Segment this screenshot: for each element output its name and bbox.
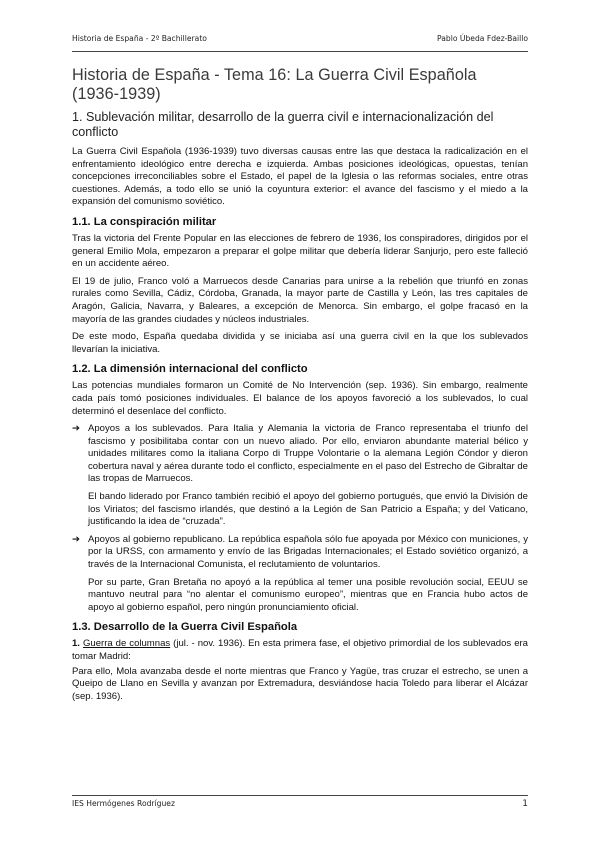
- header-divider: [72, 51, 528, 52]
- war-phase-1-detail: Para ello, Mola avanzaba desde el norte mientras que Franco y Yagüe, tras cruzar el estrecho, se unen a Queipo de Llano en Sevilla y avanzan por Extremadura, desviándose hacia Toledo para liberar el Alcázar (sep. 1936).: [72, 665, 528, 702]
- page-header: [72, 34, 528, 48]
- phase-description: (jul. - nov. 1936). En esta primera fase, el objetivo primordial de los sublevados era tomar Madrid:: [72, 638, 528, 662]
- bullet-republic-text: Apoyos al gobierno republicano. La república española sólo fue apoyada por México con municiones, y por la URSS, con armamento y envío de las Brigadas Internacionales; el Estado soviético organizó, a través de la Internacional Comunista, el reclutamiento de voluntarios.: [88, 533, 528, 571]
- bullet-rebels-text: Apoyos a los sublevados. Para Italia y Alemania la victoria de Franco representaba el triunfo del fascismo y posibilitaba contar con un nuevo aliado. Por ello, enviaron abundante material bélico y unidades militares como la italiana Corpo di Truppe Volontarie o la alemana Legión Cóndor y dieron cobertura naval y aérea durante todo el conflicto, especialmente en el paso del Estrecho de Gibraltar de las tropas de Marruecos.: [88, 423, 528, 485]
- bullet-rebels-cont-text: El bando liderado por Franco también recibió el apoyo del gobierno portugués, que envió la División de los Viriatos; del fascismo irlandés, que destinó a la Legión de San Patricio a España; y del Vaticano, justificando la idea de “cruzada”.: [88, 491, 528, 528]
- document-body: [72, 66, 528, 708]
- page-number: 1: [522, 799, 528, 809]
- bullet-republic-continuation: [72, 577, 528, 615]
- page-footer: [72, 799, 528, 813]
- bullet-rebels-continuation: [72, 491, 528, 529]
- war-phase-1-paragraph: [72, 638, 528, 663]
- subsection-heading-1-2: 1.2. La dimensión internacional del conflicto: [72, 363, 308, 376]
- phase-number: 1.: [72, 638, 80, 650]
- conspiracy-paragraph-2: El 19 de julio, Franco voló a Marruecos desde Canarias para unirse a la rebelión que triunfó en zonas rurales como Sevilla, Cádiz, Córdoba, Granada, la mayor parte de Castilla y León, las tres capitales de Aragón, Galicia, Navarra, y Baleares, a excepción de Menorca. Sin embargo, el golpe fracasó en la mayoría de las grandes ciudades y núcleos industriales.: [72, 275, 528, 325]
- bullet-support-rebels: [72, 423, 528, 486]
- section-intro-paragraph: La Guerra Civil Española (1936-1939) tuvo diversas causas entre las que destaca la radicalización en el enfrentamiento ideológico entre derecha e izquierda. Ambas posiciones ideológicas, opuestas, tenían concepciones irreconciliables sobre el Estado, el papel de la Iglesia o las reformas sociales, entre otras cuestiones. Además, a todo ello se unió la coyuntura exterior: el avance del fascismo y el miedo a la expansión del comunismo soviético.: [72, 146, 528, 208]
- conspiracy-paragraph-3: De este modo, España quedaba dividida y se iniciaba así una guerra civil en la que los sublevados llevarían la iniciativa.: [72, 331, 528, 355]
- phase-title: Guerra de columnas: [82, 638, 171, 650]
- header-course: Historia de España - 2º Bachillerato: [72, 34, 207, 43]
- footer-school: IES Hermógenes Rodríguez: [72, 799, 175, 808]
- conspiracy-paragraph-1: Tras la victoria del Frente Popular en las elecciones de febrero de 1936, los conspiradores, dirigidos por el general Emilio Mola, empezaron a preparar el golpe militar que debería liderar Sanjurjo, pero este falleció en un accidente aéreo.: [72, 232, 528, 270]
- international-paragraph-1: Las potencias mundiales formaron un Comité de No Intervención (sep. 1936). Sin embargo, realmente cada país tomó posiciones individuales. El balance de los apoyos favoreció a los sublevados, lo cual determinó el desenlace del conflicto.: [72, 380, 528, 417]
- footer-divider: [72, 795, 528, 796]
- subsection-heading-1-3: 1.3. Desarrollo de la Guerra Civil Española: [72, 621, 298, 634]
- header-author: Pablo Úbeda Fdez-Baillo: [437, 34, 528, 43]
- arrow-right-icon: ➔: [72, 533, 80, 545]
- section-heading-1: 1. Sublevación militar, desarrollo de la guerra civil e internacionalización del conflicto: [72, 110, 494, 139]
- subsection-heading-1-1: 1.1. La conspiración militar: [72, 215, 217, 228]
- bullet-republic-cont-text: Por su parte, Gran Bretaña no apoyó a la república al temer una posible revolución social, EEUU se mantuvo neutral para “no alentar el comunismo europeo”, mientras que en Francia hubo actos de apoyo al gobierno español, pero ningún pronunciamiento oficial.: [88, 576, 528, 613]
- bullet-support-republic: [72, 534, 528, 572]
- page-title: Historia de España - Tema 16: La Guerra Civil Española (1936-1939): [72, 66, 477, 103]
- arrow-right-icon: ➔: [72, 423, 80, 435]
